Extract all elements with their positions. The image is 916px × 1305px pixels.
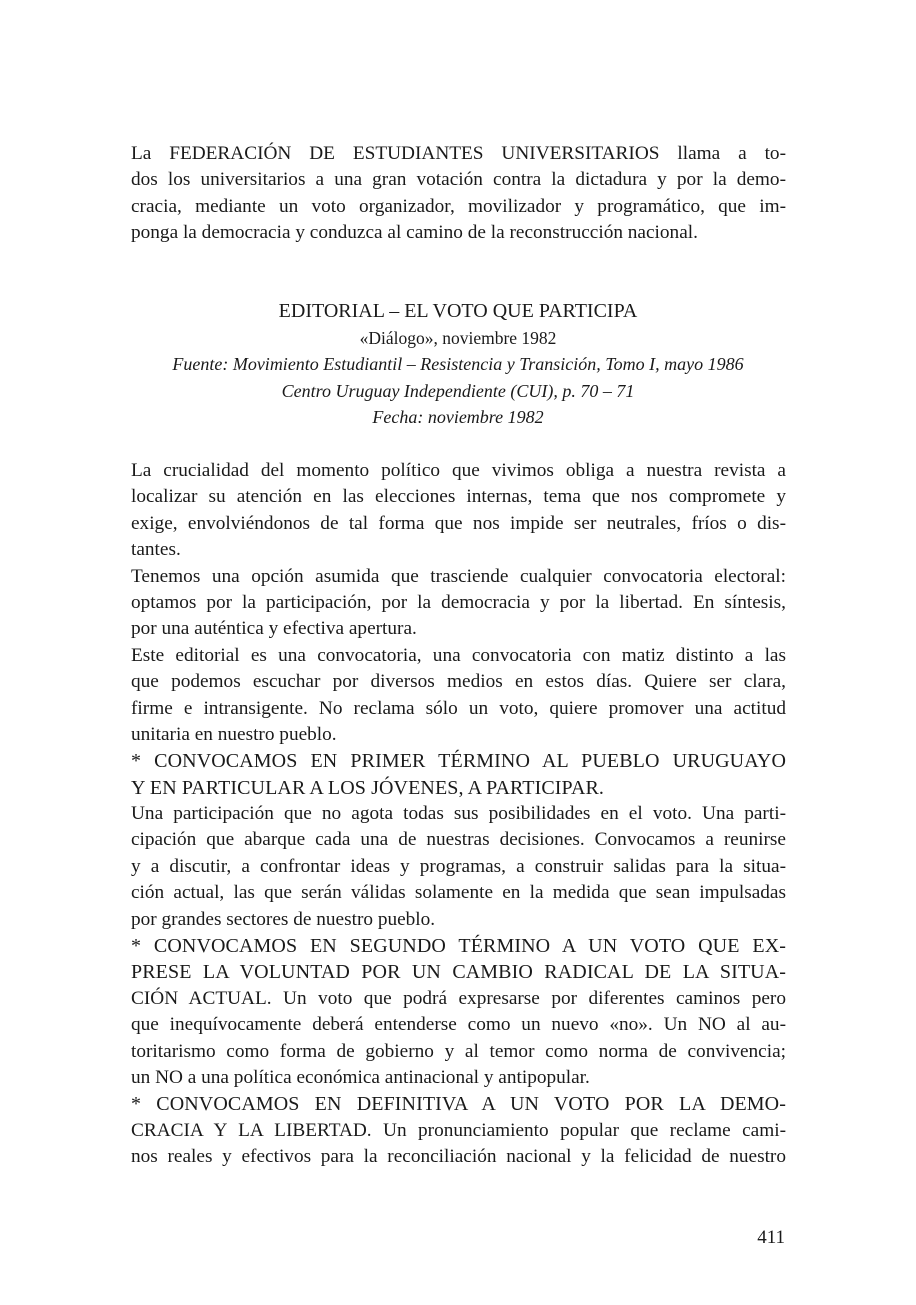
intro-line: La FEDERACIÓN DE ESTUDIANTES UNIVERSITARIOS llama a to- — [131, 143, 786, 164]
body-line: Y EN PARTICULAR A LOS JÓVENES, A PARTICIPAR. — [131, 776, 605, 799]
body-line: localizar su atención en las elecciones internas, tema que nos compromete y — [131, 486, 786, 508]
page-number: 411 — [757, 1227, 785, 1248]
body-line: que podemos escuchar por diversos medios en estos días. Quiere ser clara, — [131, 671, 786, 693]
body-line: por grandes sectores de nuestro pueblo. — [131, 908, 436, 930]
editorial-heading — [0, 297, 916, 431]
body-line: firme e intransigente. No reclama sólo un voto, quiere promover una actitud — [131, 697, 786, 719]
body-line: Tenemos una opción asumida que trasciende cualquier convocatoria electoral: — [131, 565, 786, 587]
body-line: tantes. — [131, 539, 181, 561]
body-line: un NO a una política económica antinacional y antipopular. — [131, 1066, 590, 1088]
body-line: * CONVOCAMOS EN PRIMER TÉRMINO AL PUEBLO URUGUAYO — [131, 750, 786, 773]
body-line: que inequívocamente deberá entenderse como un nuevo «no». Un NO al au- — [131, 1014, 786, 1036]
body-line: y a discutir, a confrontar ideas y programas, a construir salidas para la situa- — [131, 855, 786, 877]
body-line: cipación que abarque cada una de nuestras decisiones. Convocamos a reunirse — [131, 829, 786, 851]
source-line: Centro Uruguay Independiente (CUI), p. 70 – 71 — [281, 380, 635, 401]
body-line: Este editorial es una convocatoria, una convocatoria con matiz distinto a las — [131, 644, 786, 666]
intro-line: cracia, mediante un voto organizador, movilizador y programático, que im- — [131, 195, 786, 217]
intro-paragraph — [131, 141, 786, 247]
body-line: * CONVOCAMOS EN SEGUNDO TÉRMINO A UN VOTO QUE EX- — [131, 935, 786, 958]
body-line: * CONVOCAMOS EN DEFINITIVA A UN VOTO POR LA DEMO- — [131, 1093, 786, 1116]
editorial-subtitle: «Diálogo», noviembre 1982 — [359, 328, 557, 348]
date-line: Fecha: noviembre 1982 — [372, 407, 544, 427]
intro-line: dos los universitarios a una gran votación contra la dictadura y por la demo- — [131, 169, 786, 191]
body-line: PRESE LA VOLUNTAD POR UN CAMBIO RADICAL DE LA SITUA- — [131, 961, 786, 984]
body-line: optamos por la participación, por la democracia y por la libertad. En síntesis, — [131, 591, 786, 613]
editorial-title: EDITORIAL – EL VOTO QUE PARTICIPA — [278, 300, 638, 322]
editorial-body — [131, 458, 786, 1171]
body-line: La crucialidad del momento político que vivimos obliga a nuestra revista a — [131, 460, 786, 481]
body-line: Una participación que no agota todas sus posibilidades en el voto. Una parti- — [131, 803, 786, 825]
body-line: CIÓN ACTUAL. Un voto que podrá expresarse por diferentes caminos pero — [131, 987, 786, 1009]
intro-line: ponga la democracia y conduzca al camino de la reconstrucción nacional. — [131, 222, 698, 244]
body-line: exige, envolviéndonos de tal forma que nos impide ser neutrales, fríos o dis- — [131, 512, 786, 534]
body-line: nos reales y efectivos para la reconciliación nacional y la felicidad de nuestro — [131, 1146, 786, 1168]
body-line: ción actual, las que serán válidas solamente en la medida que sean impulsadas — [131, 882, 786, 904]
body-line: CRACIA Y LA LIBERTAD. Un pronunciamiento popular que reclame cami- — [131, 1119, 786, 1141]
body-line: toritarismo como forma de gobierno y al temor como norma de convivencia; — [131, 1040, 786, 1062]
body-line: unitaria en nuestro pueblo. — [131, 723, 337, 745]
source-line: Fuente: Movimiento Estudiantil – Resistencia y Transición, Tomo I, mayo 1986 — [172, 354, 744, 374]
body-line: por una auténtica y efectiva apertura. — [131, 618, 417, 640]
